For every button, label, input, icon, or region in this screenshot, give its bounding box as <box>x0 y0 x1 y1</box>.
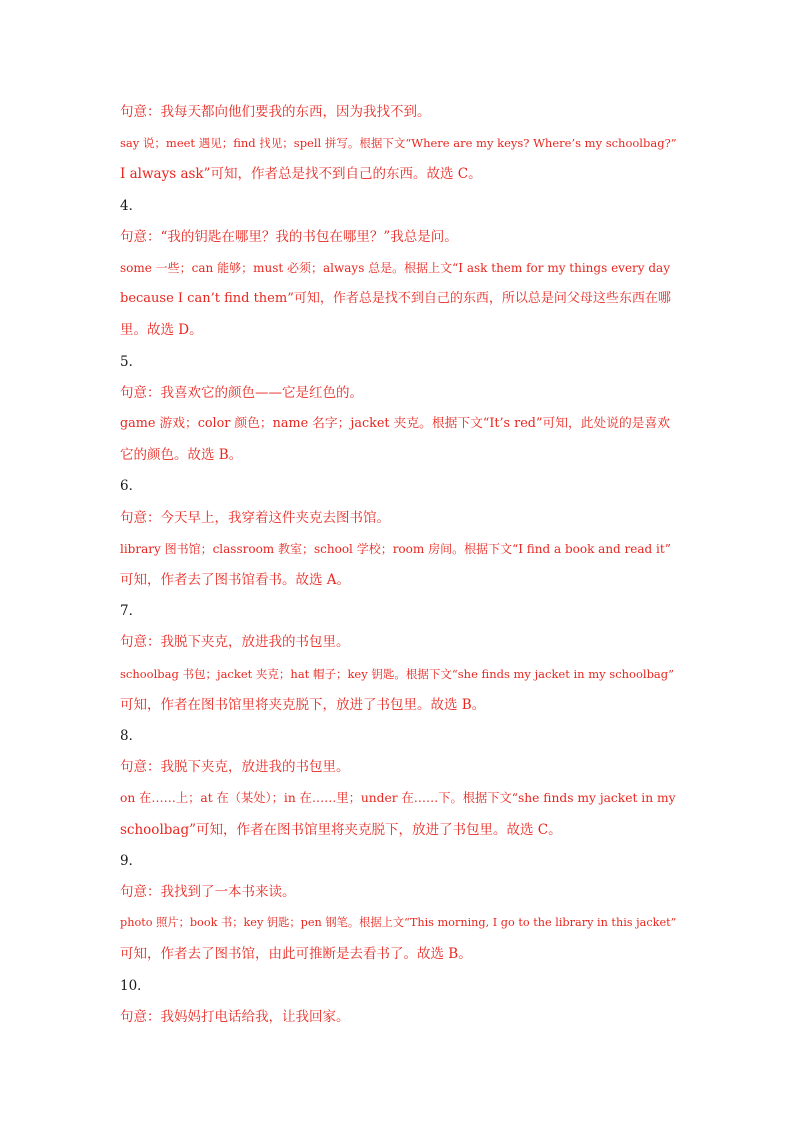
question-number: 8． <box>120 728 143 744</box>
answer-explanation-line: schoolbag”可知，作者在图书馆里将夹克脱下，放进了书包里。故选 C。 <box>120 822 562 838</box>
answer-explanation-line: because I can’t find them”可知，作者总是找不到自己的东西，所以总是问父母这些东西在哪 <box>120 291 671 306</box>
answer-explanation-line: 可知，作者去了图书馆看书。故选 A。 <box>120 572 351 588</box>
answer-explanation-line: 句意：我脱下夹克，放进我的书包里。 <box>120 759 350 775</box>
answer-explanation-line: schoolbag 书包；jacket 夹克；hat 帽子；key 钥匙。根据下文“she finds my jacket in my schoolbag” <box>120 667 675 681</box>
answer-explanation-line: say 说；meet 遇见；find 找见；spell 拼写。根据下文“Where are my keys? Where’s my schoolbag?” <box>120 136 677 150</box>
answer-explanation-line: 句意：我喜欢它的颜色——它是红色的。 <box>120 385 363 401</box>
answer-explanation-line: 句意：我每天都向他们要我的东西，因为我找不到。 <box>120 104 431 120</box>
question-number: 9． <box>120 853 143 869</box>
answer-explanation-line: library 图书馆；classroom 教室；school 学校；room 房间。根据下文“I find a book and read it” <box>120 542 671 556</box>
answer-explanation-line: 它的颜色。故选 B。 <box>120 447 243 463</box>
question-number: 6． <box>120 478 143 494</box>
answer-explanation-line: some 一些；can 能够；must 必须；always 总是。根据上文“I ask them for my things every day <box>120 261 670 275</box>
question-number: 4． <box>120 198 143 214</box>
answer-explanation-line: 句意：我找到了一本书来读。 <box>120 884 296 900</box>
answer-explanation-line: 里。故选 D。 <box>120 322 203 338</box>
answer-explanation-line: 句意：我脱下夹克，放进我的书包里。 <box>120 634 350 650</box>
answer-explanation-line: 句意：我妈妈打电话给我，让我回家。 <box>120 1009 350 1025</box>
answer-explanation-line: on 在……上；at 在（某处）；in 在……里；under 在……下。根据下文“she finds my jacket in my <box>120 791 676 805</box>
answer-explanation-line: 可知，作者去了图书馆，由此可推断是去看书了。故选 B。 <box>120 946 472 962</box>
answer-explanation-line: game 游戏；color 颜色；name 名字；jacket 夹克。根据下文“It’s red”可知，此处说的是喜欢 <box>120 416 670 431</box>
question-number: 5． <box>120 354 143 370</box>
question-number: 7． <box>120 603 143 619</box>
question-number: 10． <box>120 978 151 994</box>
answer-explanation-line: I always ask”可知，作者总是找不到自己的东西。故选 C。 <box>120 166 482 182</box>
answer-explanation-line: 句意：“我的钥匙在哪里？我的书包在哪里？”我总是问。 <box>120 229 458 245</box>
answer-explanation-line: 可知，作者在图书馆里将夹克脱下，放进了书包里。故选 B。 <box>120 697 486 713</box>
answer-explanation-line: 句意：今天早上，我穿着这件夹克去图书馆。 <box>120 510 390 526</box>
answer-explanation-line: photo 照片；book 书；key 钥匙；pen 钢笔。根据上文“This morning, I go to the library in this jacket” <box>120 916 677 929</box>
